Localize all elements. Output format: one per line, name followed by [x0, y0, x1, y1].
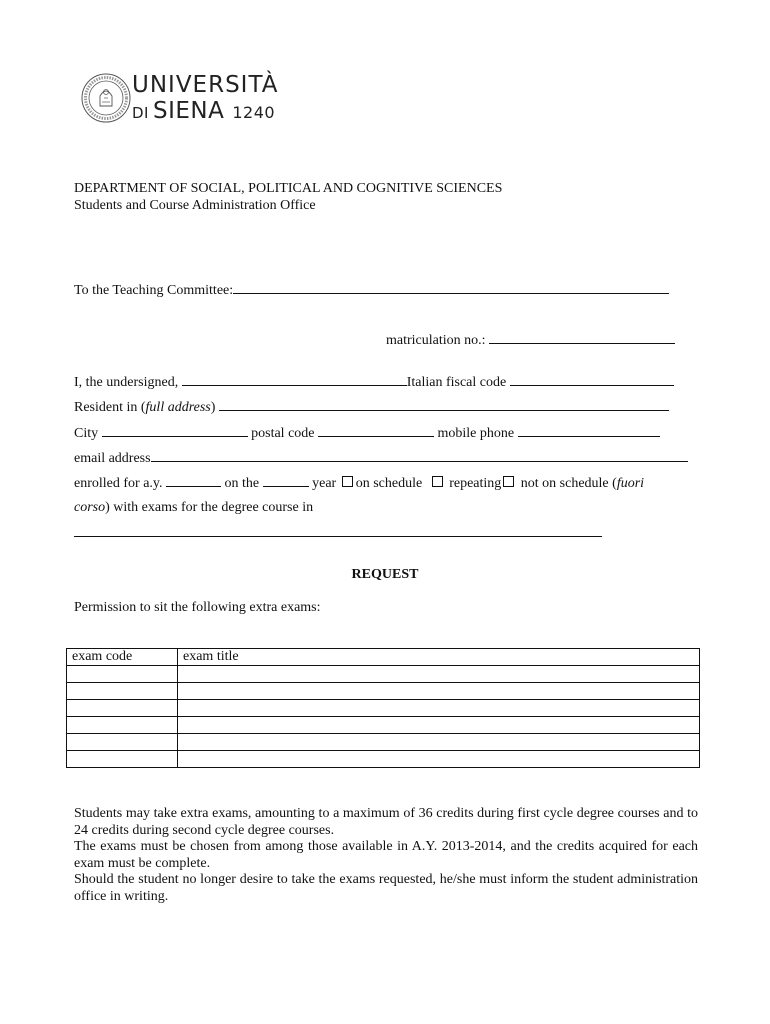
exam-title-cell[interactable]	[178, 717, 700, 734]
exams-for-label: ) with exams for the degree course in	[105, 500, 314, 515]
postal-code-field[interactable]	[318, 424, 434, 437]
exam-code-cell[interactable]	[67, 751, 178, 768]
table-row	[67, 666, 700, 683]
logo-di: DI	[132, 104, 149, 122]
matriculation-line	[386, 331, 675, 349]
undersigned-line	[74, 373, 674, 391]
col-exam-title: exam title	[178, 649, 700, 666]
city-line	[74, 424, 660, 442]
city-label: City	[74, 426, 99, 441]
committee-label: To the Teaching Committee:	[74, 283, 234, 298]
postal-code-label: postal code	[251, 426, 315, 441]
note-credits: Students may take extra exams, amounting to a maximum of 36 credits during first cycle degree courses and to 24 credits during second cycle degree courses.	[74, 806, 698, 838]
fiscal-code-label: Italian fiscal code	[406, 375, 507, 390]
logo-siena: SIENA	[152, 98, 225, 124]
not-on-schedule-checkbox[interactable]	[503, 476, 514, 487]
exam-title-cell[interactable]	[178, 734, 700, 751]
degree-course-line	[74, 499, 313, 516]
col-exam-code: exam code	[67, 649, 178, 666]
table-row	[67, 717, 700, 734]
notes-block	[74, 806, 698, 906]
logo-year: 1240	[232, 103, 276, 122]
not-on-schedule-label: not on schedule (	[520, 476, 617, 491]
email-field[interactable]	[151, 449, 688, 462]
enrolled-line	[74, 474, 644, 492]
on-schedule-checkbox[interactable]	[342, 476, 353, 487]
degree-course-field[interactable]	[74, 524, 602, 537]
exam-code-cell[interactable]	[67, 700, 178, 717]
resident-line	[74, 398, 669, 416]
address-field[interactable]	[219, 398, 669, 411]
name-field[interactable]	[182, 373, 407, 386]
city-field[interactable]	[102, 424, 248, 437]
table-header-row	[67, 649, 700, 666]
table-row	[67, 700, 700, 717]
matriculation-field[interactable]	[489, 331, 675, 344]
on-the-label: on the	[224, 476, 260, 491]
mobile-phone-field[interactable]	[518, 424, 660, 437]
mobile-phone-label: mobile phone	[437, 426, 515, 441]
exam-code-cell[interactable]	[67, 666, 178, 683]
university-seal-icon	[80, 72, 132, 124]
full-address-label: full address	[145, 400, 211, 415]
year-label: year	[312, 476, 337, 491]
corso-label: corso	[74, 500, 106, 515]
repeating-label: repeating	[449, 476, 502, 491]
undersigned-label: I, the undersigned,	[74, 375, 179, 390]
email-line	[74, 449, 688, 467]
university-name	[132, 72, 278, 126]
permission-text: Permission to sit the following extra exams:	[74, 600, 321, 615]
fuori-label: fuori	[616, 476, 645, 491]
degree-course-field-line	[74, 524, 602, 542]
exam-title-cell[interactable]	[178, 666, 700, 683]
department-title: DEPARTMENT OF SOCIAL, POLITICAL AND COGNITIVE SCIENCES	[74, 181, 503, 196]
repeating-checkbox[interactable]	[432, 476, 443, 487]
fiscal-code-field[interactable]	[510, 373, 674, 386]
note-exam-choice: The exams must be chosen from among those available in A.Y. 2013-2014, and the credits acquired for each exam must be complete.	[74, 839, 698, 871]
committee-line	[74, 281, 669, 299]
exam-title-cell[interactable]	[178, 700, 700, 717]
exam-title-cell[interactable]	[178, 683, 700, 700]
request-heading: REQUEST	[351, 567, 419, 582]
committee-field[interactable]	[233, 281, 669, 294]
email-label: email address	[74, 451, 151, 466]
table-row	[67, 683, 700, 700]
exam-title-cell[interactable]	[178, 751, 700, 768]
on-schedule-label: on schedule	[355, 476, 423, 491]
office-title: Students and Course Administration Office	[74, 198, 316, 213]
resident-close: )	[210, 400, 216, 415]
exams-table	[66, 648, 700, 768]
logo-line2	[132, 98, 278, 126]
matriculation-label: matriculation no.:	[386, 333, 486, 348]
exam-code-cell[interactable]	[67, 683, 178, 700]
note-withdrawal: Should the student no longer desire to take the exams requested, he/she must inform the student administration office in writing.	[74, 872, 698, 904]
academic-year-field[interactable]	[166, 474, 221, 487]
table-row	[67, 734, 700, 751]
exam-code-cell[interactable]	[67, 717, 178, 734]
table-row	[67, 751, 700, 768]
exam-code-cell[interactable]	[67, 734, 178, 751]
logo-line1: UNIVERSITÀ	[132, 72, 279, 98]
enrolled-label: enrolled for a.y.	[74, 476, 163, 491]
resident-label: Resident in (	[74, 400, 146, 415]
year-number-field[interactable]	[263, 474, 309, 487]
